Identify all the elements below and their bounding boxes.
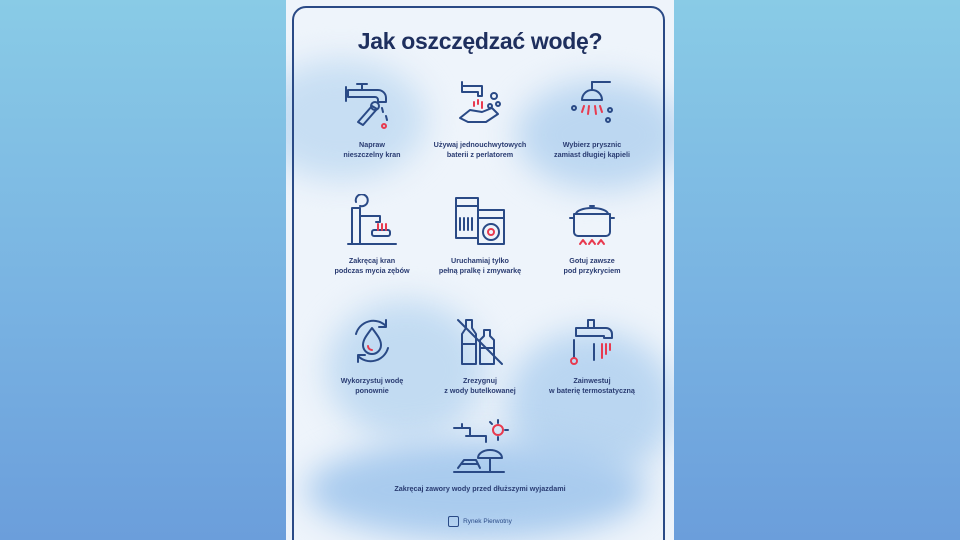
tip-caption-line: Napraw xyxy=(359,140,385,149)
tip-thermostatic xyxy=(522,314,662,395)
tip-caption-line: Zakręcaj kran xyxy=(348,256,396,265)
tip-caption-line: nieszczelny kran xyxy=(343,149,401,159)
shower-head-icon xyxy=(562,78,622,132)
no-bottled-water-icon xyxy=(450,314,510,368)
tip-caption-line: Wybierz prysznic xyxy=(562,140,622,149)
dishwasher-washing-machine-icon xyxy=(450,194,510,248)
tip-shower xyxy=(522,78,662,159)
tip-caption-line: Uruchamiaj tylko xyxy=(451,256,509,265)
tip-caption-line: w baterię termostatyczną xyxy=(549,385,635,395)
tip-caption-line: Zakręcaj zawory wody przed dłuższymi wyjazdami xyxy=(394,484,566,493)
tip-caption-line: Zainwestuj xyxy=(573,376,611,385)
tip-caption-line: z wody butelkowanej xyxy=(444,385,516,395)
tip-caption-line: baterii z perlatorem xyxy=(446,149,514,159)
recycle-water-drop-icon xyxy=(342,314,402,368)
thermostatic-faucet-icon xyxy=(562,314,622,368)
cooking-pot-lid-icon xyxy=(562,194,622,248)
tip-close-valves xyxy=(394,418,566,494)
hand-washing-icon xyxy=(450,78,510,132)
faucet-wrench-icon xyxy=(342,78,402,132)
tip-caption-line: Wykorzystuj wodę xyxy=(340,376,404,385)
tip-caption-line: Zrezygnuj xyxy=(463,376,497,385)
tip-lid-cooking xyxy=(522,194,662,275)
brand-name: Rynek Pierwotny xyxy=(463,518,512,525)
poster-footer xyxy=(286,516,674,527)
tip-caption-line: Gotuj zawsze xyxy=(569,256,615,265)
tip-caption-line: zamiast długiej kąpieli xyxy=(554,149,630,159)
brand-logo-icon xyxy=(448,516,459,527)
tip-caption-line: pełną pralkę i zmywarkę xyxy=(438,265,522,275)
water-saving-poster xyxy=(286,0,674,540)
tip-caption-line: ponownie xyxy=(355,385,389,395)
faucet-toothbrush-icon xyxy=(342,194,402,248)
tip-caption-line: podczas mycia zębów xyxy=(334,265,410,275)
vacation-valve-icon xyxy=(448,418,512,476)
poster-title: Jak oszczędzać wodę? xyxy=(357,28,603,54)
tip-caption-line: Używaj jednouchwytowych xyxy=(433,140,527,149)
tip-caption-line: pod przykryciem xyxy=(563,265,621,275)
